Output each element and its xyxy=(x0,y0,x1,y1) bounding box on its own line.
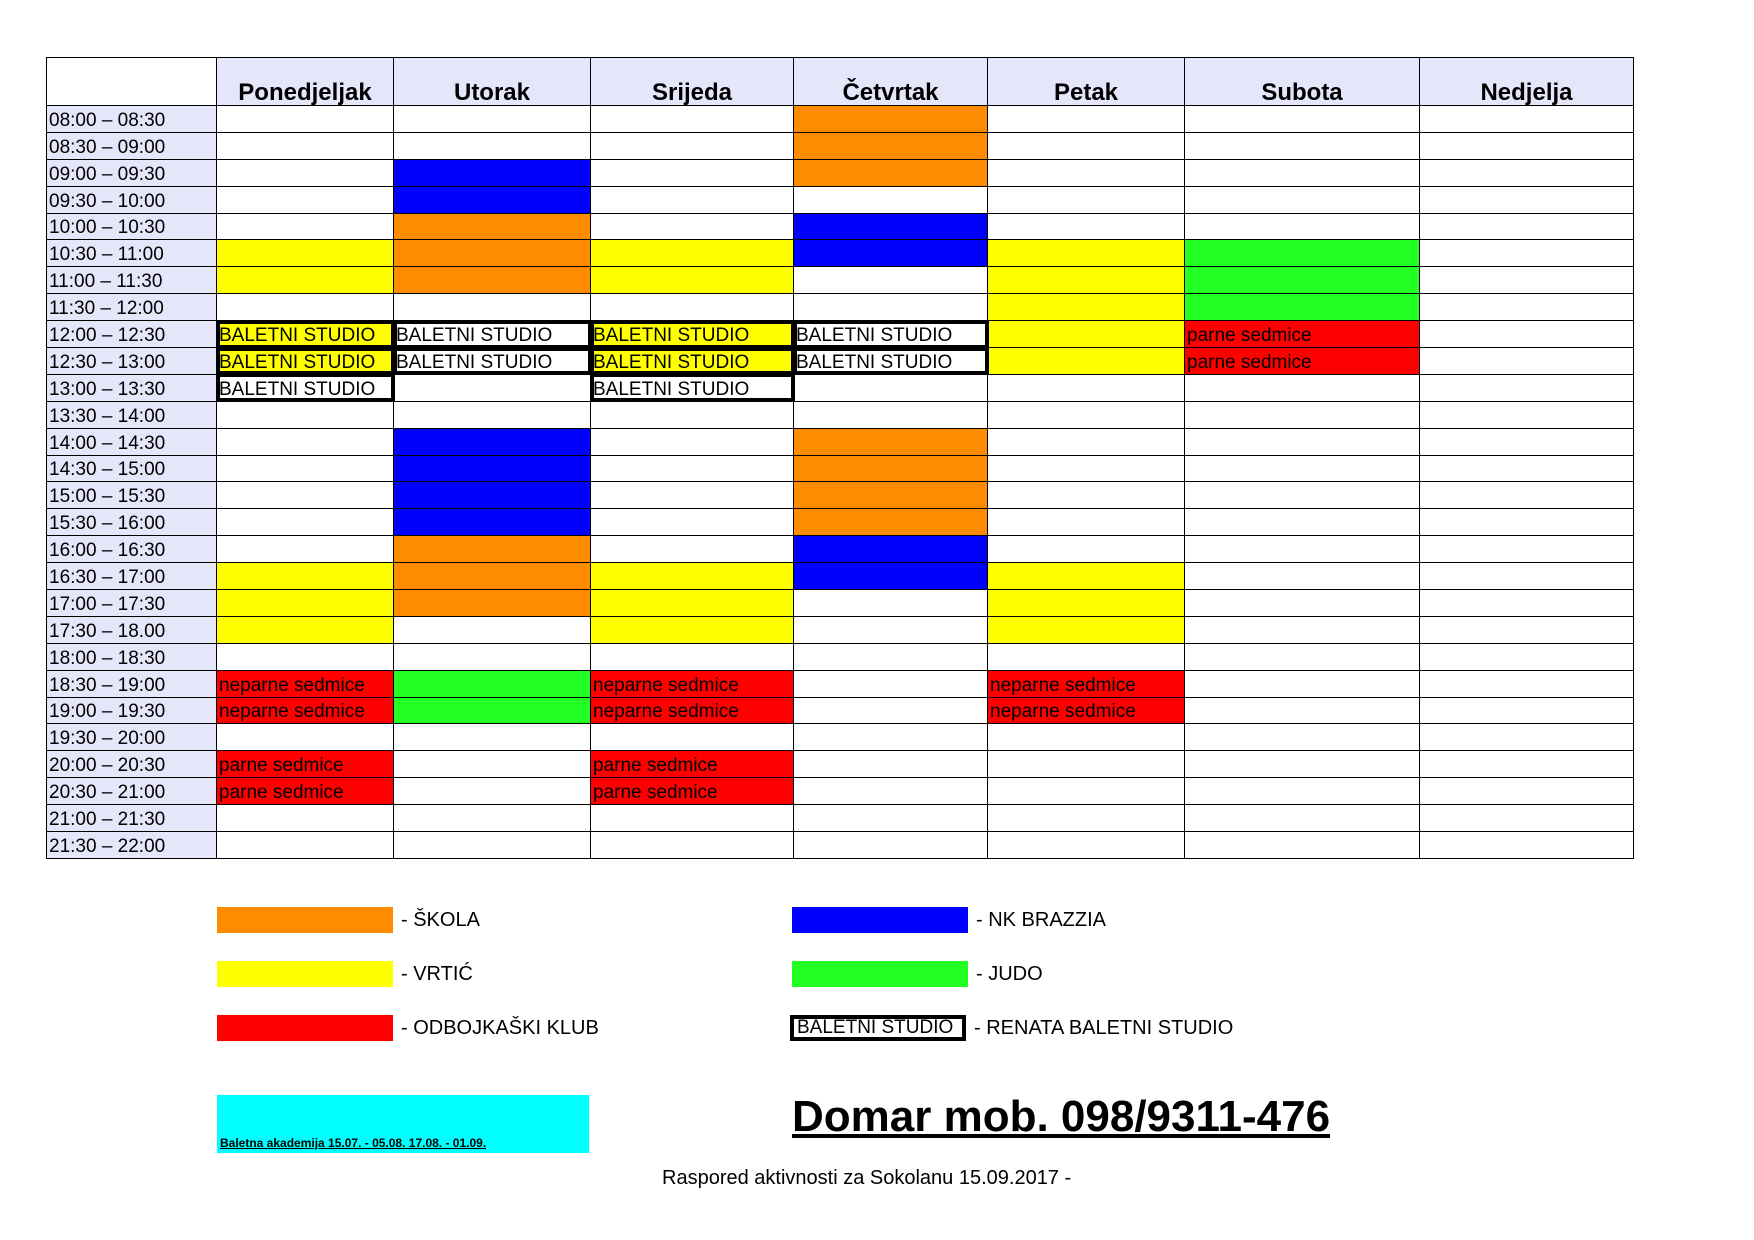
schedule-cell xyxy=(394,132,591,159)
time-slot: 12:30 – 13:00 xyxy=(47,348,217,375)
schedule-cell xyxy=(217,294,394,321)
schedule-cell xyxy=(217,401,394,428)
schedule-cell xyxy=(794,697,988,724)
schedule-cell xyxy=(394,832,591,859)
schedule-cell xyxy=(394,805,591,832)
schedule-cell xyxy=(1185,590,1420,617)
time-slot: 14:00 – 14:30 xyxy=(47,428,217,455)
table-row xyxy=(47,509,1634,536)
schedule-cell: BALETNI STUDIO xyxy=(591,374,794,401)
schedule-cell xyxy=(1185,751,1420,778)
table-row xyxy=(47,321,1634,348)
schedule-cell xyxy=(794,482,988,509)
time-slot: 09:30 – 10:00 xyxy=(47,186,217,213)
schedule-cell xyxy=(591,643,794,670)
schedule-cell xyxy=(988,616,1185,643)
table-row xyxy=(47,132,1634,159)
schedule-cell xyxy=(794,509,988,536)
time-slot: 18:00 – 18:30 xyxy=(47,643,217,670)
schedule-cell xyxy=(794,401,988,428)
time-slot: 13:30 – 14:00 xyxy=(47,401,217,428)
schedule-cell xyxy=(217,455,394,482)
schedule-cell xyxy=(217,616,394,643)
table-row xyxy=(47,563,1634,590)
schedule-cell xyxy=(988,751,1185,778)
legend-swatch-blue xyxy=(792,907,968,933)
schedule-cell xyxy=(394,455,591,482)
schedule-cell xyxy=(591,805,794,832)
table-row xyxy=(47,267,1634,294)
schedule-cell: neparne sedmice xyxy=(591,697,794,724)
schedule-cell xyxy=(1185,616,1420,643)
schedule-cell xyxy=(1420,240,1634,267)
schedule-cell xyxy=(988,778,1185,805)
schedule-cell xyxy=(1185,482,1420,509)
schedule-cell xyxy=(1185,832,1420,859)
schedule-cell xyxy=(988,159,1185,186)
schedule-cell xyxy=(394,643,591,670)
schedule-cell: BALETNI STUDIO xyxy=(591,321,794,348)
time-slot: 12:00 – 12:30 xyxy=(47,321,217,348)
schedule-cell xyxy=(1185,428,1420,455)
schedule-cell xyxy=(591,267,794,294)
schedule-cell xyxy=(394,751,591,778)
day-header: Srijeda xyxy=(591,58,794,106)
schedule-cell xyxy=(1420,509,1634,536)
table-row xyxy=(47,106,1634,133)
schedule-cell xyxy=(1185,106,1420,133)
schedule-cell xyxy=(794,240,988,267)
schedule-cell: neparne sedmice xyxy=(217,697,394,724)
schedule-cell xyxy=(794,294,988,321)
schedule-cell xyxy=(1420,536,1634,563)
schedule-cell xyxy=(1420,348,1634,375)
schedule-cell: neparne sedmice xyxy=(217,670,394,697)
schedule-cell xyxy=(988,186,1185,213)
legend-odbojka xyxy=(217,1015,599,1041)
schedule-cell xyxy=(591,724,794,751)
table-row xyxy=(47,294,1634,321)
schedule-cell xyxy=(1185,294,1420,321)
time-slot: 21:30 – 22:00 xyxy=(47,832,217,859)
time-slot: 15:00 – 15:30 xyxy=(47,482,217,509)
schedule-cell xyxy=(1420,401,1634,428)
schedule-cell xyxy=(794,132,988,159)
schedule-cell xyxy=(394,159,591,186)
schedule-cell xyxy=(394,267,591,294)
schedule-cell xyxy=(1185,267,1420,294)
schedule-cell xyxy=(1185,724,1420,751)
schedule-cell xyxy=(1420,670,1634,697)
domar-phone: Domar mob. 098/9311-476 xyxy=(792,1092,1331,1141)
table-row xyxy=(47,590,1634,617)
schedule-cell xyxy=(591,590,794,617)
schedule-cell xyxy=(217,536,394,563)
schedule-cell xyxy=(591,132,794,159)
schedule-cell xyxy=(794,805,988,832)
schedule-cell xyxy=(794,186,988,213)
schedule-cell: neparne sedmice xyxy=(988,670,1185,697)
schedule-cell xyxy=(591,186,794,213)
legend-vrtic xyxy=(217,961,473,987)
schedule-cell xyxy=(217,240,394,267)
table-row xyxy=(47,213,1634,240)
schedule-cell: BALETNI STUDIO xyxy=(794,348,988,375)
schedule-cell xyxy=(394,697,591,724)
legend-swatch-orange xyxy=(217,907,393,933)
legend-label: - NK BRAZZIA xyxy=(976,908,1107,931)
schedule-cell xyxy=(591,401,794,428)
legend-swatch-balet: BALETNI STUDIO xyxy=(790,1015,966,1041)
schedule-cell xyxy=(1185,778,1420,805)
schedule-cell xyxy=(988,374,1185,401)
schedule-cell xyxy=(217,267,394,294)
table-row xyxy=(47,348,1634,375)
schedule-cell: BALETNI STUDIO xyxy=(394,321,591,348)
schedule-cell xyxy=(794,374,988,401)
table-row xyxy=(47,240,1634,267)
schedule-cell xyxy=(1185,401,1420,428)
table-row xyxy=(47,536,1634,563)
schedule-cell xyxy=(217,724,394,751)
schedule-cell xyxy=(591,832,794,859)
schedule-cell xyxy=(1185,186,1420,213)
schedule-cell xyxy=(1420,159,1634,186)
schedule-cell xyxy=(1420,590,1634,617)
schedule-cell xyxy=(1420,374,1634,401)
schedule-cell xyxy=(394,294,591,321)
schedule-cell xyxy=(1420,616,1634,643)
legend-label: - ŠKOLA xyxy=(401,908,480,931)
schedule-cell xyxy=(988,724,1185,751)
schedule-cell: parne sedmice xyxy=(1185,348,1420,375)
schedule-cell xyxy=(1420,697,1634,724)
time-slot: 10:00 – 10:30 xyxy=(47,213,217,240)
schedule-cell xyxy=(988,132,1185,159)
legend-label: - RENATA BALETNI STUDIO xyxy=(974,1016,1234,1039)
schedule-cell xyxy=(988,643,1185,670)
schedule-cell xyxy=(394,670,591,697)
schedule-cell xyxy=(217,482,394,509)
schedule-cell xyxy=(217,106,394,133)
schedule-cell xyxy=(591,563,794,590)
schedule-cell xyxy=(394,374,591,401)
table-row xyxy=(47,616,1634,643)
schedule-cell xyxy=(794,670,988,697)
schedule-cell xyxy=(1185,643,1420,670)
time-slot: 11:00 – 11:30 xyxy=(47,267,217,294)
schedule-cell: BALETNI STUDIO xyxy=(394,348,591,375)
schedule-cell xyxy=(1420,724,1634,751)
akademija-text: Baletna akademija 15.07. - 05.08. 17.08. - 01.09. xyxy=(220,1136,487,1150)
table-row xyxy=(47,724,1634,751)
schedule-cell xyxy=(1185,132,1420,159)
schedule-cell xyxy=(217,832,394,859)
schedule-cell xyxy=(1420,267,1634,294)
schedule-cell xyxy=(1420,213,1634,240)
table-row xyxy=(47,455,1634,482)
schedule-cell xyxy=(591,159,794,186)
schedule-cell xyxy=(794,724,988,751)
schedule-cell xyxy=(988,482,1185,509)
day-header: Četvrtak xyxy=(794,58,988,106)
day-header: Ponedjeljak xyxy=(217,58,394,106)
header-row xyxy=(47,58,1634,106)
table-row xyxy=(47,159,1634,186)
schedule-cell xyxy=(988,348,1185,375)
schedule-cell xyxy=(217,563,394,590)
schedule-cell xyxy=(794,213,988,240)
schedule-cell xyxy=(988,536,1185,563)
schedule-cell xyxy=(394,563,591,590)
schedule-cell xyxy=(394,509,591,536)
table-row xyxy=(47,832,1634,859)
schedule-cell xyxy=(217,509,394,536)
schedule-cell xyxy=(1185,213,1420,240)
table-row xyxy=(47,778,1634,805)
schedule-cell xyxy=(394,401,591,428)
time-slot: 14:30 – 15:00 xyxy=(47,455,217,482)
schedule-cell xyxy=(794,643,988,670)
schedule-cell xyxy=(591,509,794,536)
table-row xyxy=(47,428,1634,455)
schedule-cell: parne sedmice xyxy=(217,778,394,805)
schedule-cell xyxy=(394,616,591,643)
schedule-cell xyxy=(1185,240,1420,267)
schedule-cell xyxy=(1185,509,1420,536)
schedule-cell xyxy=(794,563,988,590)
time-slot: 16:00 – 16:30 xyxy=(47,536,217,563)
schedule-cell xyxy=(1420,643,1634,670)
legend-label: - ODBOJKAŠKI KLUB xyxy=(401,1016,599,1039)
schedule-cell xyxy=(394,106,591,133)
schedule-cell: parne sedmice xyxy=(591,751,794,778)
schedule-cell xyxy=(394,482,591,509)
time-slot: 13:00 – 13:30 xyxy=(47,374,217,401)
schedule-cell xyxy=(794,616,988,643)
schedule-cell xyxy=(591,294,794,321)
schedule-cell xyxy=(1185,670,1420,697)
legend-skola xyxy=(217,907,480,933)
schedule-cell xyxy=(1420,428,1634,455)
schedule-cell: BALETNI STUDIO xyxy=(794,321,988,348)
legend-label: - VRTIĆ xyxy=(401,962,473,985)
schedule-cell xyxy=(591,536,794,563)
schedule-table xyxy=(46,57,1634,859)
schedule-cell xyxy=(794,455,988,482)
time-slot: 08:00 – 08:30 xyxy=(47,106,217,133)
schedule-cell xyxy=(217,805,394,832)
schedule-cell xyxy=(988,106,1185,133)
schedule-cell xyxy=(1420,805,1634,832)
schedule-cell xyxy=(217,132,394,159)
schedule-cell xyxy=(794,267,988,294)
schedule-cell: parne sedmice xyxy=(217,751,394,778)
time-slot: 15:30 – 16:00 xyxy=(47,509,217,536)
time-slot: 16:30 – 17:00 xyxy=(47,563,217,590)
schedule-cell: parne sedmice xyxy=(1185,321,1420,348)
time-slot: 19:30 – 20:00 xyxy=(47,724,217,751)
legend-judo xyxy=(792,961,1043,987)
schedule-cell xyxy=(394,428,591,455)
schedule-cell xyxy=(988,563,1185,590)
table-row xyxy=(47,643,1634,670)
footer-note: Raspored aktivnosti za Sokolanu 15.09.2017 - xyxy=(662,1167,1072,1189)
schedule-cell xyxy=(1420,751,1634,778)
schedule-cell xyxy=(988,428,1185,455)
schedule-cell xyxy=(394,536,591,563)
time-slot: 20:30 – 21:00 xyxy=(47,778,217,805)
time-slot: 08:30 – 09:00 xyxy=(47,132,217,159)
table-row xyxy=(47,482,1634,509)
schedule-cell xyxy=(1420,186,1634,213)
time-slot: 10:30 – 11:00 xyxy=(47,240,217,267)
schedule-cell xyxy=(794,778,988,805)
table-row xyxy=(47,401,1634,428)
schedule-cell xyxy=(794,106,988,133)
schedule-cell xyxy=(591,616,794,643)
schedule-body xyxy=(47,106,1634,859)
schedule-cell xyxy=(1420,106,1634,133)
schedule-cell xyxy=(217,428,394,455)
schedule-cell xyxy=(1185,536,1420,563)
schedule-cell xyxy=(217,590,394,617)
legend-swatch-green xyxy=(792,961,968,987)
corner-cell xyxy=(47,58,217,106)
schedule-cell xyxy=(1185,455,1420,482)
schedule-cell xyxy=(217,159,394,186)
schedule-cell xyxy=(988,805,1185,832)
schedule-cell xyxy=(394,186,591,213)
table-row xyxy=(47,697,1634,724)
schedule-cell xyxy=(217,643,394,670)
schedule-cell xyxy=(794,428,988,455)
schedule-cell xyxy=(794,159,988,186)
time-slot: 20:00 – 20:30 xyxy=(47,751,217,778)
day-header: Utorak xyxy=(394,58,591,106)
table-row xyxy=(47,186,1634,213)
schedule-cell xyxy=(988,213,1185,240)
schedule-cell xyxy=(394,778,591,805)
schedule-cell xyxy=(988,267,1185,294)
schedule-cell xyxy=(591,428,794,455)
schedule-cell: neparne sedmice xyxy=(988,697,1185,724)
schedule-cell xyxy=(394,240,591,267)
schedule-cell xyxy=(988,240,1185,267)
schedule-cell xyxy=(394,213,591,240)
schedule-cell xyxy=(1185,697,1420,724)
day-header: Subota xyxy=(1185,58,1420,106)
schedule-cell xyxy=(1420,482,1634,509)
schedule-cell xyxy=(988,832,1185,859)
schedule-cell xyxy=(988,455,1185,482)
schedule-cell xyxy=(394,724,591,751)
schedule-cell xyxy=(794,832,988,859)
time-slot: 21:00 – 21:30 xyxy=(47,805,217,832)
legend-nk-brazzia xyxy=(792,907,1106,933)
schedule-cell xyxy=(1420,321,1634,348)
schedule-cell xyxy=(591,106,794,133)
schedule-cell xyxy=(394,590,591,617)
schedule-cell xyxy=(591,240,794,267)
table-row xyxy=(47,374,1634,401)
schedule-cell xyxy=(1185,805,1420,832)
table-row xyxy=(47,805,1634,832)
table-row xyxy=(47,670,1634,697)
day-header: Nedjelja xyxy=(1420,58,1634,106)
schedule-cell: BALETNI STUDIO xyxy=(217,321,394,348)
time-slot: 11:30 – 12:00 xyxy=(47,294,217,321)
schedule-cell xyxy=(217,186,394,213)
schedule-cell xyxy=(988,590,1185,617)
schedule-cell xyxy=(794,751,988,778)
schedule-cell xyxy=(1420,455,1634,482)
schedule-cell xyxy=(794,590,988,617)
time-slot: 17:00 – 17:30 xyxy=(47,590,217,617)
legend-swatch-yellow xyxy=(217,961,393,987)
time-slot: 09:00 – 09:30 xyxy=(47,159,217,186)
schedule-cell xyxy=(1420,778,1634,805)
schedule-cell xyxy=(988,401,1185,428)
schedule-cell: BALETNI STUDIO xyxy=(591,348,794,375)
schedule-cell xyxy=(1420,832,1634,859)
schedule-cell xyxy=(591,455,794,482)
schedule-cell xyxy=(988,294,1185,321)
schedule-cell xyxy=(591,213,794,240)
akademija-box xyxy=(217,1095,589,1153)
schedule-cell xyxy=(1185,374,1420,401)
schedule-cell: BALETNI STUDIO xyxy=(217,374,394,401)
schedule-cell xyxy=(1420,294,1634,321)
legend-balet xyxy=(790,1015,1233,1041)
schedule-cell xyxy=(1185,563,1420,590)
schedule-cell xyxy=(1185,159,1420,186)
time-slot: 18:30 – 19:00 xyxy=(47,670,217,697)
time-slot: 17:30 – 18.00 xyxy=(47,616,217,643)
schedule-cell: parne sedmice xyxy=(591,778,794,805)
schedule-cell: neparne sedmice xyxy=(591,670,794,697)
schedule-cell xyxy=(988,321,1185,348)
time-slot: 19:00 – 19:30 xyxy=(47,697,217,724)
schedule-cell: BALETNI STUDIO xyxy=(217,348,394,375)
day-header: Petak xyxy=(988,58,1185,106)
schedule-cell xyxy=(1420,132,1634,159)
legend-swatch-red xyxy=(217,1015,393,1041)
table-row xyxy=(47,751,1634,778)
schedule-cell xyxy=(591,482,794,509)
schedule-cell xyxy=(988,509,1185,536)
schedule-cell xyxy=(794,536,988,563)
legend-label: - JUDO xyxy=(976,962,1043,985)
schedule-cell xyxy=(1420,563,1634,590)
schedule-cell xyxy=(217,213,394,240)
